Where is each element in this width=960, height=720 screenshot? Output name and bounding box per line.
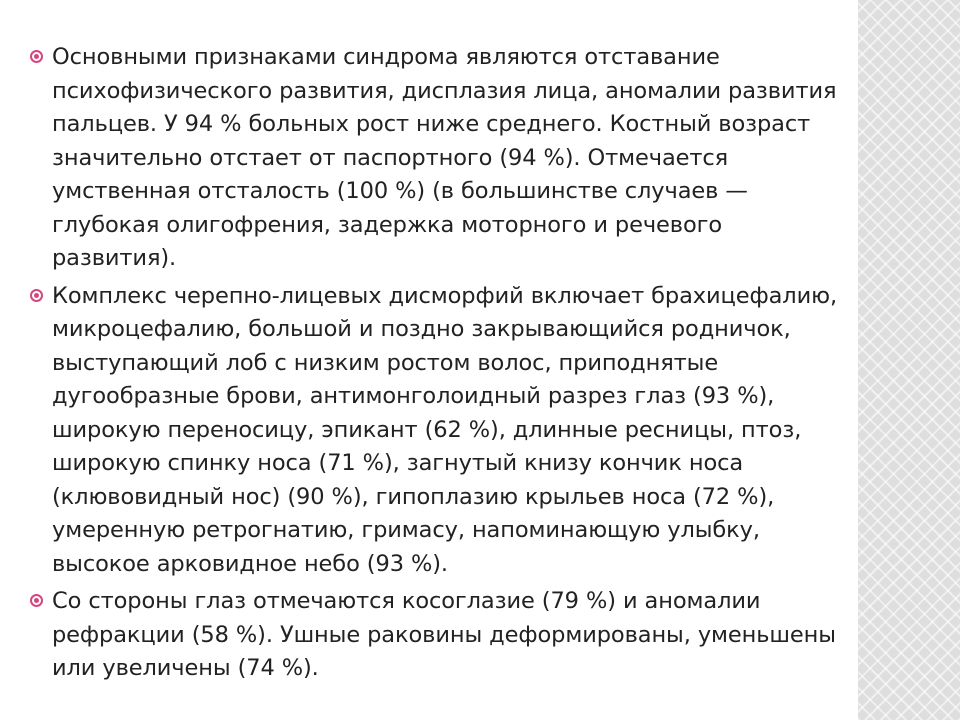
bullet-text-2: Комплекс черепно-лицевых дисморфий включает брахицефалию, микроцефалию, большой и поздно закрывающийся родничок, выступающий лоб с низким ростом волос, приподнятые дугообразные брови, антимонголоидный разрез глаз (93 %), широкую переносицу, эпикант (62 %), длинные ресницы, птоз, широкую спинку носа (71 %), загнутый книзу кончик носа (клювовидный нос) (90 %), гипоплазию крыльев носа (72 %), умеренную ретрогнатию, гримасу, напоминающую улыбку, высокое арковидное небо (93 %).: [52, 282, 838, 577]
decorative-side-panel: [858, 0, 960, 720]
bullet-item-3: [30, 585, 845, 686]
bullet-item-1: [30, 41, 845, 276]
bullet-circle-icon: [30, 50, 43, 63]
bullet-text-3: Со стороны глаз отмечаются косоглазие (79 %) и аномалии рефракции (58 %). Ушные раковины деформированы, уменьшены или увеличены (74 %).: [52, 588, 836, 681]
bullet-circle-icon: [30, 594, 43, 607]
bullet-text-1: Основными признаками синдрома являются отставание психофизического развития, дисплазия лица, аномалии развития пальцев. У 94 % больных рост ниже среднего. Костный возраст значительно отстает от паспортного (94 %). Отмечается умственная отсталость (100 %) (в большинстве случаев — глубокая олигофрения, задержка моторного и речевого развития).: [52, 44, 837, 271]
bullet-item-2: [30, 280, 845, 582]
slide-body: [30, 41, 845, 690]
bullet-circle-icon: [30, 289, 43, 302]
